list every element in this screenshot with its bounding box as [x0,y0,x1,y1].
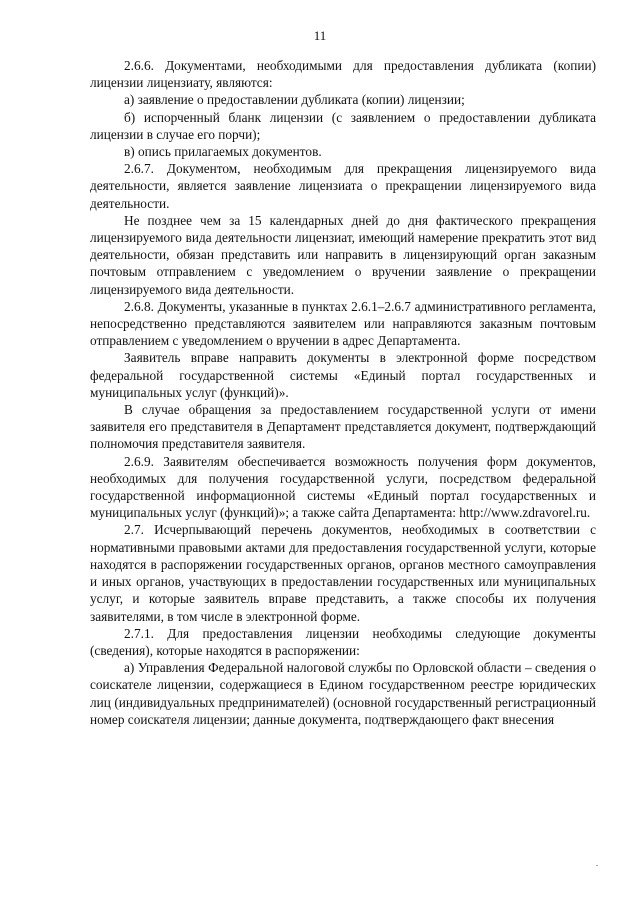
document-body [90,57,596,728]
paragraph-2-6-6: 2.6.6. Документами, необходимыми для предоставления дубликата (копии) лицензии лицензиату, являются: [90,58,596,91]
footer-mark: . [596,859,598,868]
paragraph-2-7-1: 2.7.1. Для предоставления лицензии необходимы следующие документы (сведения), которые находятся в распоряжении: [90,625,596,658]
list-item-a: а) заявление о предоставлении дубликата (копии) лицензии; [124,92,465,108]
list-item-b: б) испорченный бланк лицензии (с заявлением о предоставлении дубликата лицензии в случае его порчи); [90,109,596,142]
list-item-tax-service: а) Управления Федеральной налоговой службы по Орловской области – сведения о соискателе лицензии, содержащиеся в Едином государственном реестре юридических лиц (индивидуальных предпринимателей) (основной государственный регистрационный номер соискателя лицензии; данные документа, подтверждающего факт внесения [90,660,596,727]
list-item-v: в) опись прилагаемых документов. [124,144,322,160]
paragraph-representative: В случае обращения за предоставлением государственной услуги от имени заявителя его представителя в Департамент представляется документ, подтверждающий полномочия представителя заявителя. [90,402,596,452]
paragraph-electronic-submission: Заявитель вправе направить документы в электронной форме посредством федеральной государственной системы «Единый портал государственных и муниципальных услуг (функций)». [90,350,596,400]
paragraph-2-6-7: 2.6.7. Документом, необходимым для прекращения лицензируемого вида деятельности, является заявление лицензиата о прекращении лицензируемого вида деятельности. [90,161,596,211]
paragraph-2-6-8: 2.6.8. Документы, указанные в пунктах 2.6.1–2.6.7 административного регламента, непосредственно представляются заявителем или направляются заказным почтовым отправлением с уведомлением о вручении в адрес Департамента. [90,298,596,349]
page-number: 11 [313,28,327,43]
paragraph-termination-deadline: Не позднее чем за 15 календарных дней до дня фактического прекращения лицензируемого вида деятельности лицензиат, имеющий намерение прекратить этот вид деятельности, обязан представить или направить в лицензирующий орган заказным почтовым отправлением с уведомлением о вручении заявление о прекращении лицензируемого вида деятельности. [90,212,596,297]
paragraph-2-7: 2.7. Исчерпывающий перечень документов, необходимых в соответствии с нормативными правовыми актами для предоставления государственной услуги, которые находятся в распоряжении государственных органов, органов местного самоуправления и иных органов, участвующих в предоставлении государственных или муниципальных услуг, и которые заявитель вправе представить, а также способы их получения заявителями, в том числе в электронной форме. [90,522,596,624]
paragraph-2-6-9: 2.6.9. Заявителям обеспечивается возможность получения форм документов, необходимых для получения государственной услуги, посредством федеральной государственной информационной системы «Единый портал государственных и муниципальных услуг (функций)»; а также сайта Департамента: http://www.zdravorel.ru. [90,453,596,521]
